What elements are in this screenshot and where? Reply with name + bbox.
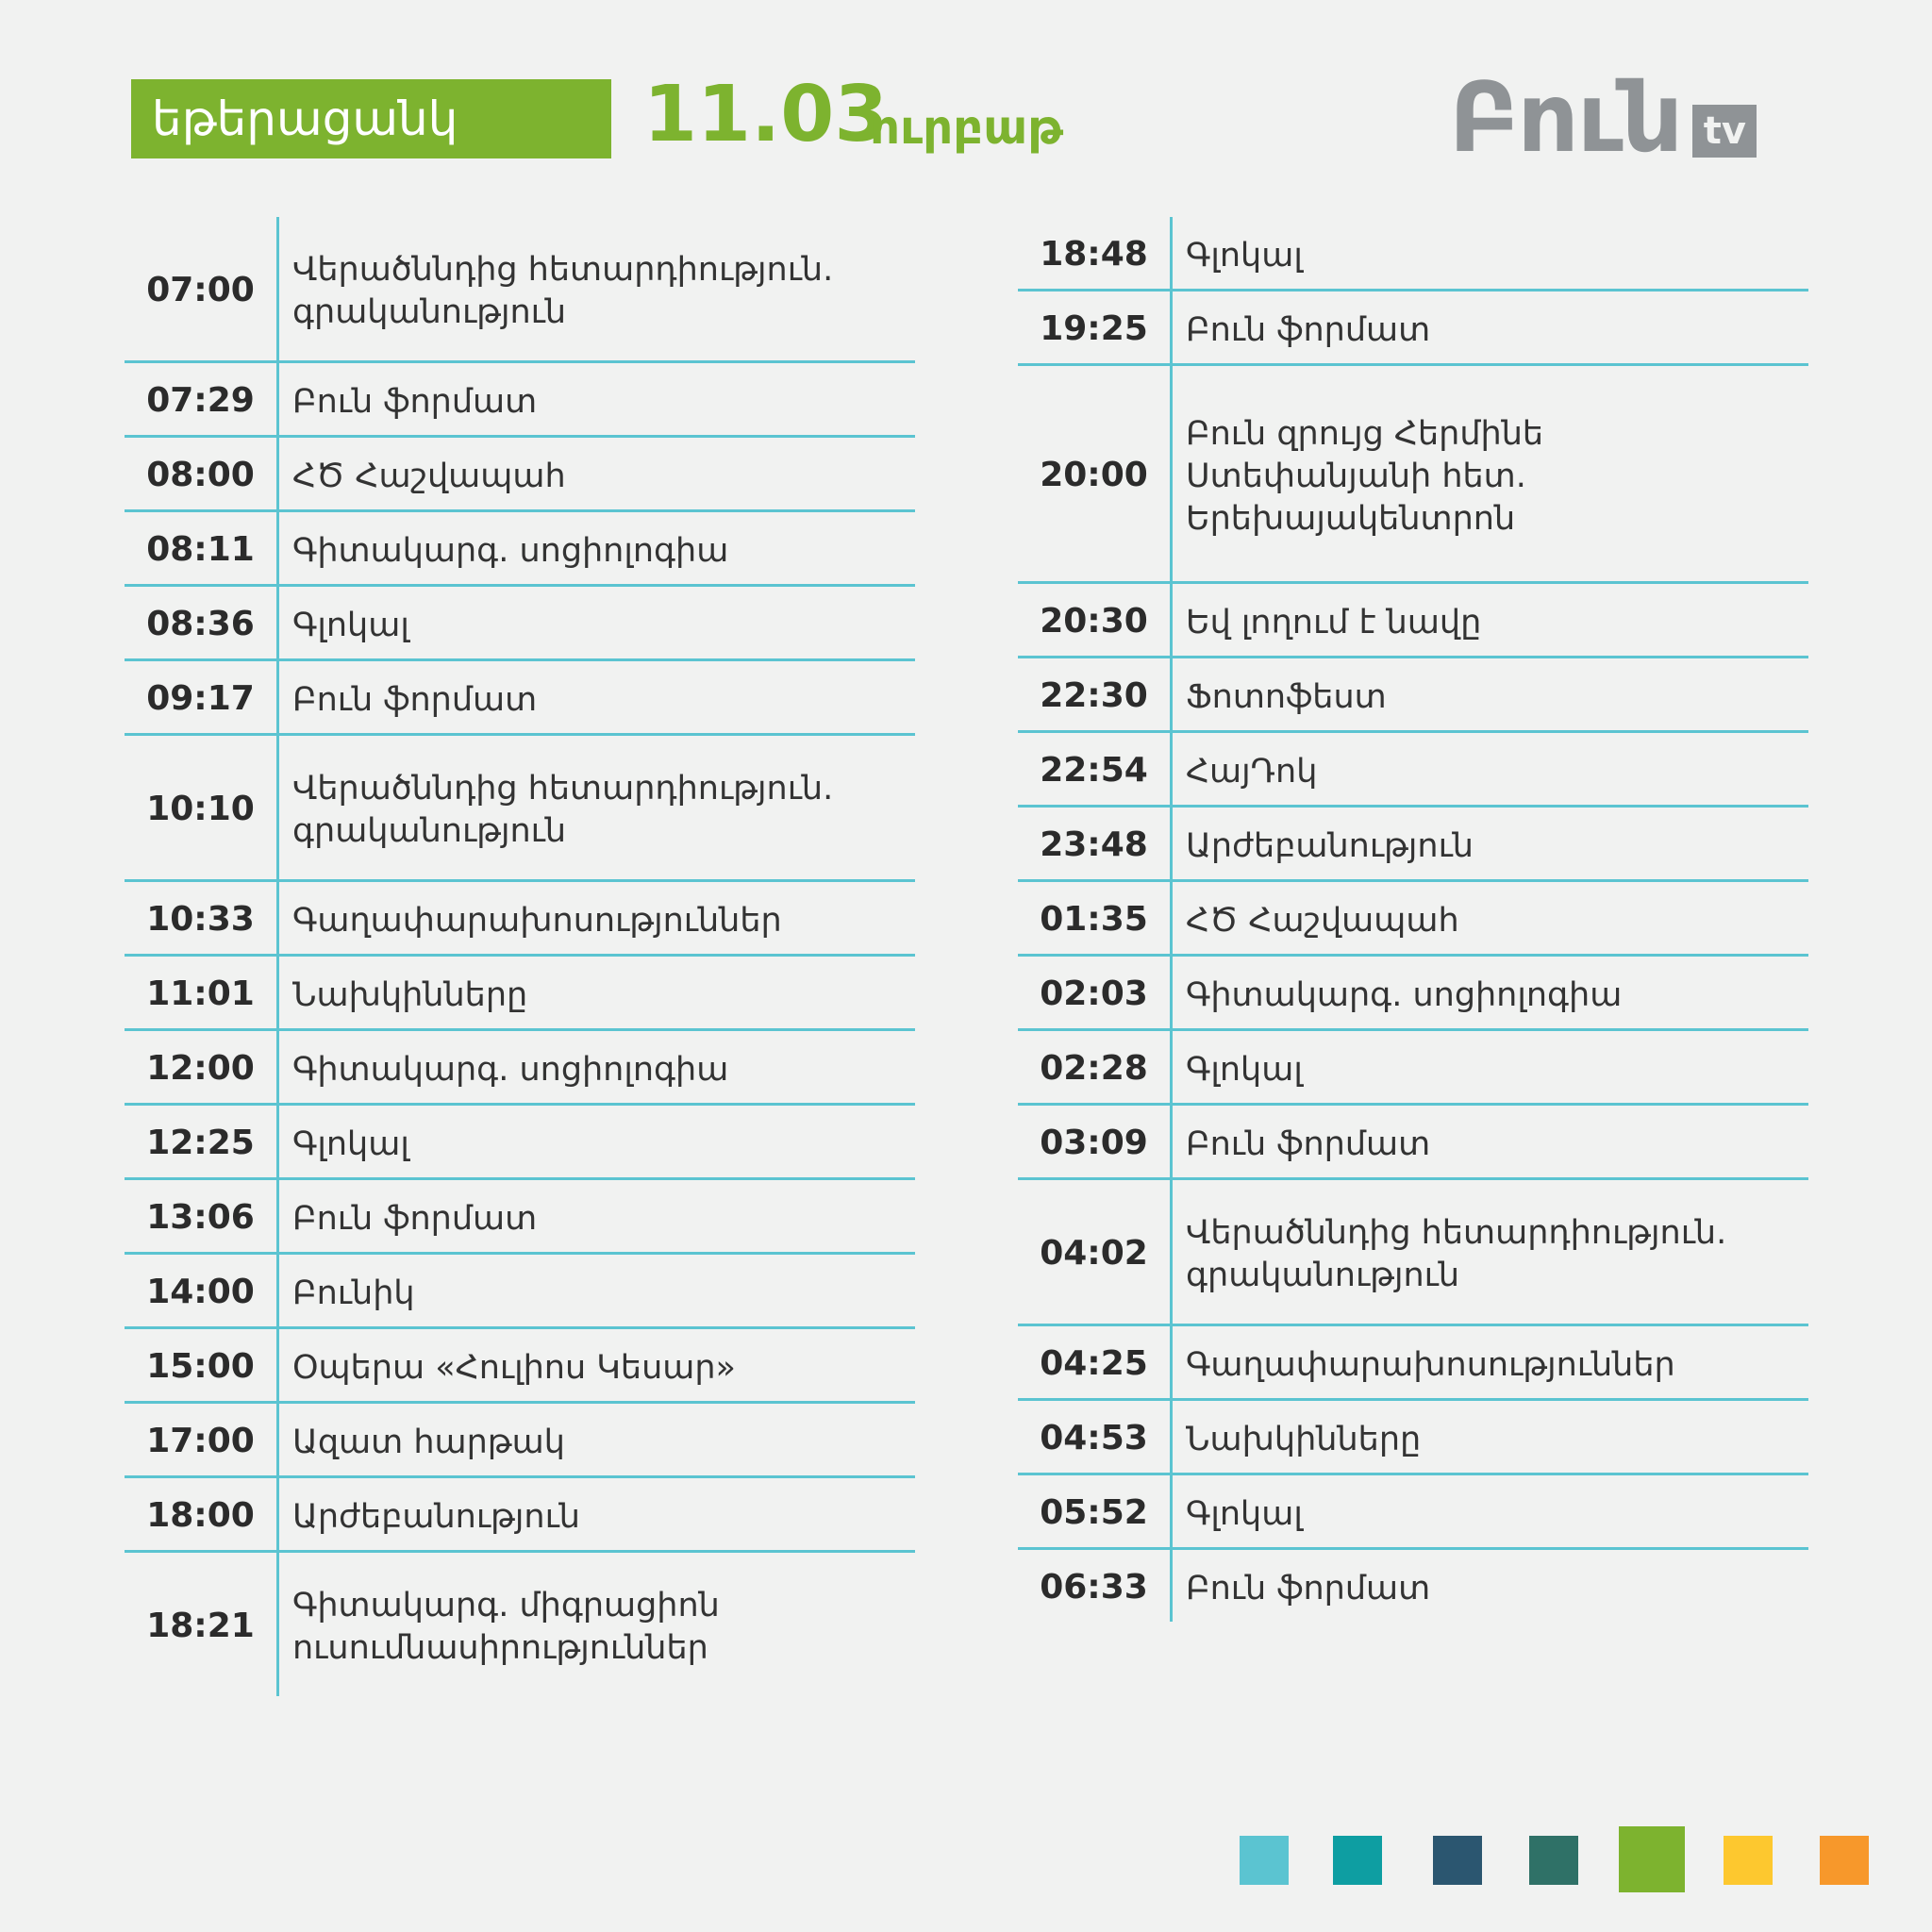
schedule-row <box>1018 291 1808 366</box>
program-title: Գլոկալ <box>1186 1050 1303 1089</box>
schedule-row <box>1018 957 1808 1031</box>
program-title: ՀԾ Հաշվապահ <box>292 457 566 495</box>
schedule-row <box>125 882 915 957</box>
schedule-time: 04:02 <box>1018 1180 1173 1324</box>
schedule-time: 12:00 <box>125 1031 279 1103</box>
schedule-row <box>125 1553 915 1696</box>
schedule-row <box>1018 1031 1808 1106</box>
schedule-time: 07:29 <box>125 363 279 435</box>
schedule-time: 10:10 <box>125 736 279 879</box>
color-swatch <box>1619 1826 1685 1892</box>
schedule-row <box>1018 1106 1808 1180</box>
schedule-row <box>125 661 915 736</box>
program-title: Եվ լողում է նավը <box>1186 603 1482 641</box>
schedule-time: 19:25 <box>1018 291 1173 363</box>
schedule-time: 09:17 <box>125 661 279 733</box>
schedule-time: 01:35 <box>1018 882 1173 954</box>
schedule-row <box>125 1329 915 1404</box>
schedule-row <box>125 363 915 438</box>
schedule-row <box>1018 584 1808 658</box>
schedule-time: 07:00 <box>125 217 279 360</box>
schedule-column-left <box>125 217 915 1696</box>
schedule-row <box>1018 733 1808 808</box>
schedule-row <box>125 1180 915 1255</box>
program-title: Բուն ֆորմատ <box>292 382 538 421</box>
program-title: ՀայԴոկ <box>1186 752 1318 791</box>
schedule-time: 18:00 <box>125 1478 279 1550</box>
schedule-row <box>125 1255 915 1329</box>
program-title: Բուն ֆորմատ <box>1186 310 1431 349</box>
schedule-time: 04:25 <box>1018 1326 1173 1398</box>
schedule-row <box>1018 808 1808 882</box>
program-title: Գիտակարգ. սոցիոլոգիա <box>1186 975 1623 1014</box>
program-title: Գաղափարախոսություններ <box>1186 1345 1675 1384</box>
schedule-weekday: ուրբաթ <box>870 100 1064 155</box>
schedule-row <box>1018 1326 1808 1401</box>
color-swatch <box>1240 1836 1289 1885</box>
schedule-time: 08:11 <box>125 512 279 584</box>
schedule-column-right <box>1018 217 1808 1622</box>
schedule-date: 11.03 <box>643 70 889 159</box>
schedule-row <box>1018 1550 1808 1622</box>
schedule-row <box>125 217 915 363</box>
schedule-time: 15:00 <box>125 1329 279 1401</box>
program-title: Բուն ֆորմատ <box>1186 1569 1431 1607</box>
schedule-row <box>125 957 915 1031</box>
program-title: Նախկինները <box>292 975 528 1014</box>
schedule-time: 18:21 <box>125 1553 279 1696</box>
bun-tv-logo <box>1449 62 1757 175</box>
schedule-time: 17:00 <box>125 1404 279 1475</box>
schedule-row <box>1018 366 1808 584</box>
program-title: Գլոկալ <box>1186 236 1303 275</box>
schedule-time: 23:48 <box>1018 808 1173 879</box>
program-title: Նախկինները <box>1186 1420 1422 1458</box>
schedule-row <box>125 512 915 587</box>
color-swatch <box>1820 1836 1869 1885</box>
schedule-time: 10:33 <box>125 882 279 954</box>
schedule-time: 14:00 <box>125 1255 279 1326</box>
program-title: ՀԾ Հաշվապահ <box>1186 901 1459 940</box>
logo-tv-badge: tv <box>1692 105 1757 158</box>
program-title: Գլոկալ <box>1186 1494 1303 1533</box>
schedule-time: 02:03 <box>1018 957 1173 1028</box>
schedule-row <box>125 736 915 882</box>
schedule-row <box>125 1478 915 1553</box>
color-swatches <box>0 1826 1932 1902</box>
schedule-tag: եթերացանկ <box>131 79 611 158</box>
program-title: Գիտակարգ. սոցիոլոգիա <box>292 531 729 570</box>
program-title: Գիտակարգ. միգրացիոն ուսումնասիրություններ <box>292 1587 720 1667</box>
schedule-time: 11:01 <box>125 957 279 1028</box>
schedule-row <box>1018 217 1808 291</box>
schedule-time: 12:25 <box>125 1106 279 1177</box>
program-title: Վերածննդից հետարդիություն. գրականություն <box>292 251 834 331</box>
schedule-time: 03:09 <box>1018 1106 1173 1177</box>
schedule-time: 20:30 <box>1018 584 1173 656</box>
program-title: Գլոկալ <box>292 1124 409 1163</box>
schedule-time: 04:53 <box>1018 1401 1173 1473</box>
color-swatch <box>1529 1836 1578 1885</box>
schedule-time: 13:06 <box>125 1180 279 1252</box>
program-title: Վերածննդից հետարդիություն. գրականություն <box>1186 1214 1727 1294</box>
color-swatch <box>1724 1836 1773 1885</box>
program-title: Ազատ հարթակ <box>292 1423 565 1461</box>
schedule-row <box>125 1106 915 1180</box>
schedule-time: 06:33 <box>1018 1550 1173 1622</box>
schedule-row <box>125 438 915 512</box>
schedule-row <box>125 1031 915 1106</box>
program-title: Գլոկալ <box>292 606 409 644</box>
program-title: Բունիկ <box>292 1274 415 1312</box>
schedule-time: 08:36 <box>125 587 279 658</box>
program-title: Գաղափարախոսություններ <box>292 901 782 940</box>
schedule-row <box>125 587 915 661</box>
program-title: Օպերա «Հուլիոս Կեսար» <box>292 1348 736 1387</box>
schedule-time: 05:52 <box>1018 1475 1173 1547</box>
schedule-row <box>1018 882 1808 957</box>
color-swatch <box>1433 1836 1482 1885</box>
schedule-time: 18:48 <box>1018 217 1173 289</box>
program-title: Ֆոտոֆեստ <box>1186 677 1387 716</box>
schedule-time: 20:00 <box>1018 366 1173 581</box>
color-swatch <box>1333 1836 1382 1885</box>
schedule-time: 02:28 <box>1018 1031 1173 1103</box>
schedule-row <box>1018 1180 1808 1326</box>
program-title: Վերածննդից հետարդիություն. գրականություն <box>292 770 834 850</box>
program-title: Բուն ֆորմատ <box>292 1199 538 1238</box>
logo-wordmark: Բուն <box>1449 62 1682 175</box>
schedule-row <box>125 1404 915 1478</box>
program-title: Արժեբանություն <box>1186 826 1474 865</box>
program-title: Գիտակարգ. սոցիոլոգիա <box>292 1050 729 1089</box>
program-title: Բուն զրույց Հերմինե Ստեփանյանի հետ. Երեխայակենտրոն <box>1186 414 1544 538</box>
schedule-time: 22:30 <box>1018 658 1173 730</box>
program-title: Բուն ֆորմատ <box>1186 1124 1431 1163</box>
schedule-time: 22:54 <box>1018 733 1173 805</box>
schedule-time: 08:00 <box>125 438 279 509</box>
program-title: Բուն ֆորմատ <box>292 680 538 719</box>
schedule-row <box>1018 1401 1808 1475</box>
schedule-row <box>1018 1475 1808 1550</box>
program-title: Արժեբանություն <box>292 1497 580 1536</box>
schedule-row <box>1018 658 1808 733</box>
